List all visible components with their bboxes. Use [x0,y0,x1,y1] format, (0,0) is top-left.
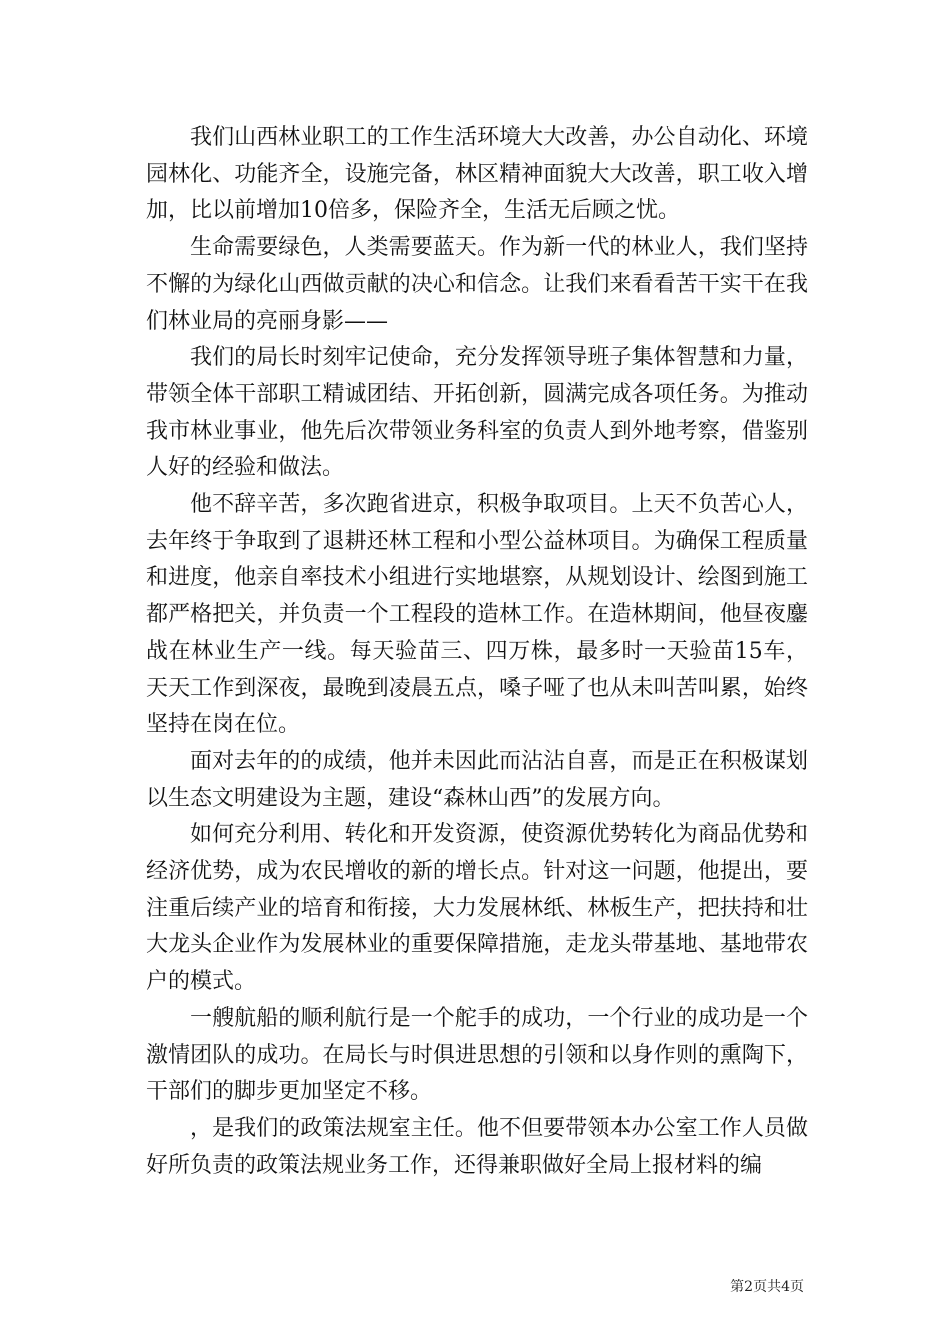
paragraph-7: 一艘航船的顺利航行是一个舵手的成功，一个行业的成功是一个激情团队的成功。在局长与时俱进思想的引领和以身作则的熏陶下，干部们的脚步更加坚定不移。 [146,1005,808,1105]
paragraph-6: 如何充分利用、转化和开发资源，使资源优势转化为商品优势和经济优势，成为农民增收的新的增长点。针对这一问题，他提出，要注重后续产业的培育和衔接，大力发展林纸、林板生产，把扶持和壮大龙头企业作为发展林业的重要保障措施，走龙头带基地、基地带农户的模式。 [146,822,808,995]
paragraph-5: 面对去年的的成绩，他并未因此而沾沾自喜，而是正在积极谋划以生态文明建设为主题，建设“森林山西”的发展方向。 [146,748,808,811]
paragraph-8: ，是我们的政策法规室主任。他不但要带领本办公室工作人员做好所负责的政策法规业务工作，还得兼职做好全局上报材料的编 [146,1115,808,1178]
paragraph-2: 生命需要绿色，人类需要蓝天。作为新一代的林业人，我们坚持不懈的为绿化山西做贡献的决心和信念。让我们来看看苦干实干在我们林业局的亮丽身影—— [146,235,808,334]
paragraph-4: 他不辞辛苦，多次跑省进京，积极争取项目。上天不负苦心人，去年终于争取到了退耕还林工程和小型公益林项目。为确保工程质量和进度，他亲自率技术小组进行实地堪察，从规划设计、绘图到施工都严格把关，并负责一个工程段的造林工作。在造林期间，他昼夜鏖战在林业生产一线。每天验苗三、四万株，最多时一天验苗15车，天天工作到深夜，最晚到凌晨五点，嗓子哑了也从未叫苦叫累，始终坚持在岗在位。 [146,492,808,738]
page-number-footer: 第2页共4页 [730,1279,804,1295]
paragraph-3: 我们的局长时刻牢记使命，充分发挥领导班子集体智慧和力量，带领全体干部职工精诚团结、开拓创新，圆满完成各项任务。为推动我市林业事业，他先后次带领业务科室的负责人到外地考察，借鉴别人好的经验和做法。 [146,345,808,481]
document-body [146,120,808,1184]
paragraph-1: 我们山西林业职工的工作生活环境大大改善，办公自动化、环境园林化、功能齐全，设施完备，林区精神面貌大大改善，职工收入增加，比以前增加10倍多，保险齐全，生活无后顾之忧。 [146,125,808,224]
